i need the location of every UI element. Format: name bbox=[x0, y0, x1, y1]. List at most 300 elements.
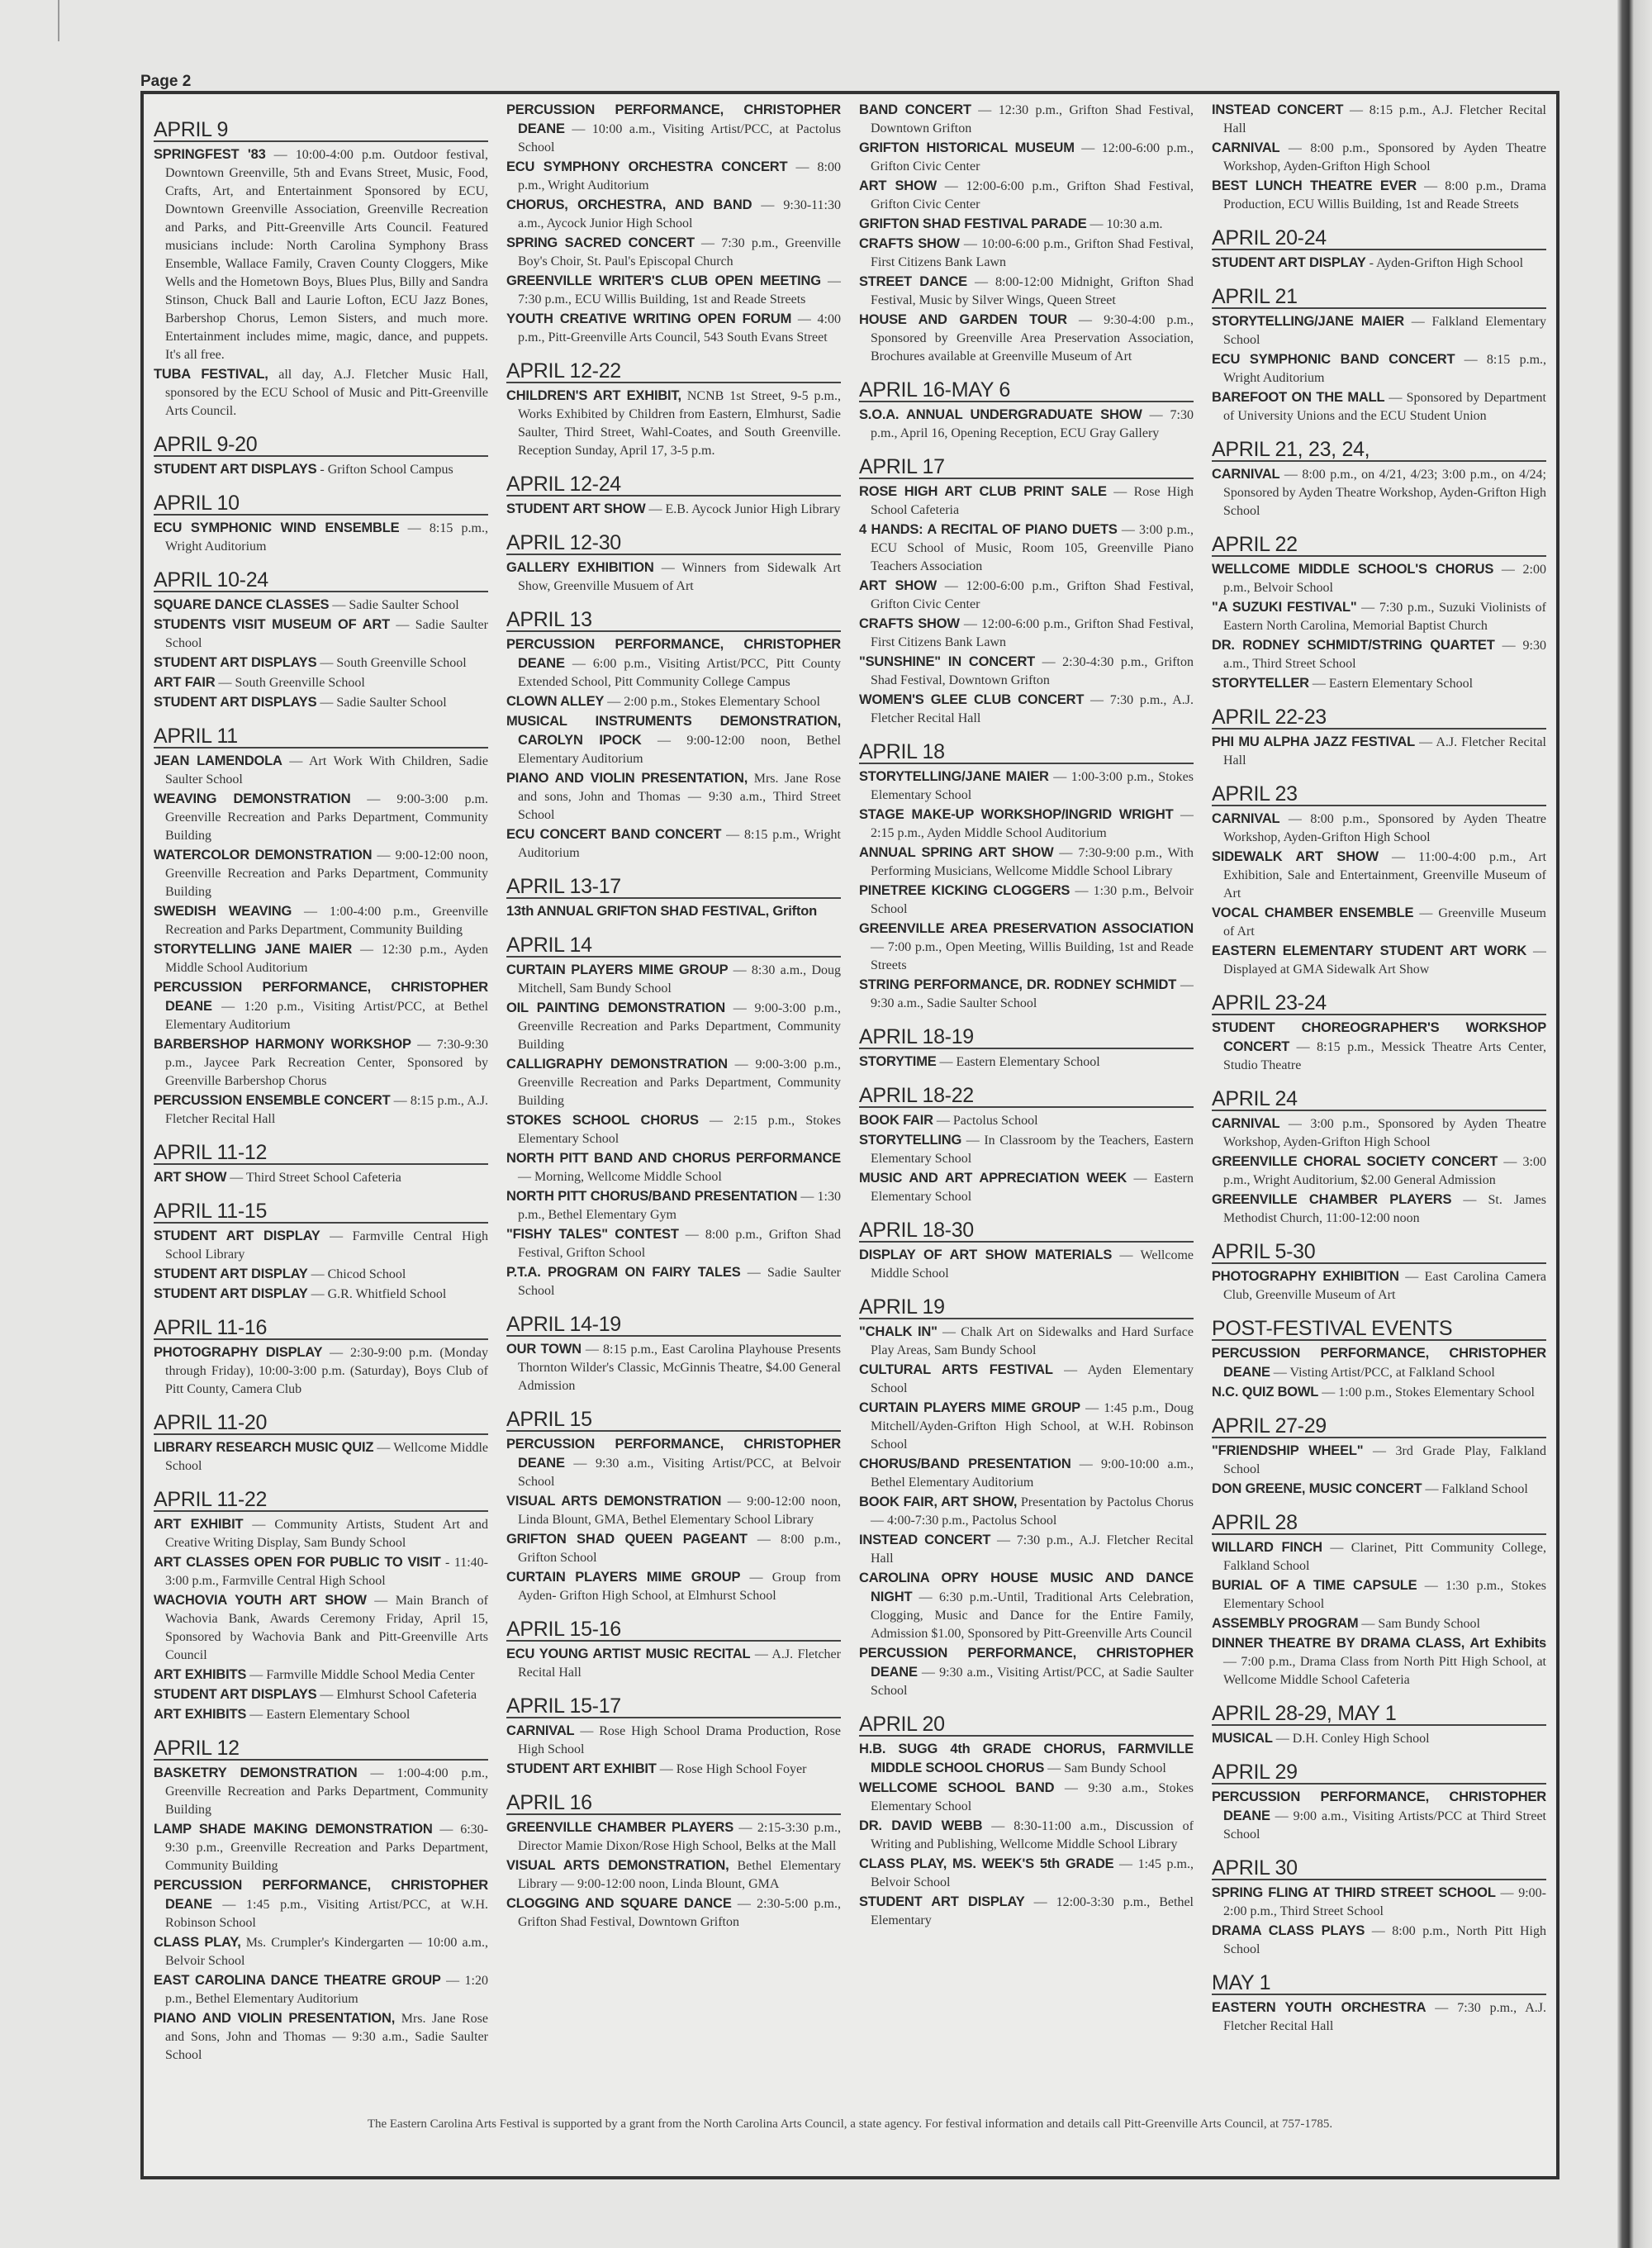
date-heading: APRIL 14-19 bbox=[506, 1314, 841, 1337]
event-entry bbox=[154, 1666, 488, 1685]
event-title: 4 HANDS: A RECITAL OF PIANO DUETS bbox=[859, 522, 1118, 537]
event-title: PERCUSSION ENSEMBLE CONCERT bbox=[154, 1093, 391, 1108]
calendar-column-1 bbox=[154, 101, 488, 2108]
event-entry bbox=[154, 1285, 488, 1304]
event-title: CALLIGRAPHY DEMONSTRATION bbox=[506, 1057, 728, 1072]
event-detail: — 7:30 p.m., Greenville Boy's Choir, St. Paul's Episcopal Church bbox=[518, 236, 841, 269]
event-title: CHORUS/BAND PRESENTATION bbox=[859, 1457, 1071, 1471]
event-detail: — In Classroom by the Teachers, Eastern Elementary School bbox=[871, 1134, 1194, 1166]
event-detail: — G.R. Whitfield School bbox=[307, 1287, 447, 1301]
event-entry bbox=[506, 1894, 841, 1932]
event-detail: — 2:00 p.m., Stokes Elementary School bbox=[604, 695, 820, 709]
event-title: GREENVILLE CHAMBER PLAYERS bbox=[1212, 1192, 1452, 1207]
event-entry bbox=[1212, 388, 1546, 425]
event-title: STUDENT ART EXHIBIT bbox=[506, 1761, 657, 1776]
event-detail: — 8:00 p.m., Wright Auditorium bbox=[518, 160, 841, 192]
event-title: SPRINGFEST '83 bbox=[154, 147, 266, 162]
event-entry bbox=[1212, 101, 1546, 138]
event-entry bbox=[154, 693, 488, 712]
event-detail: — 7:30 p.m., A.J. Fletcher Recital Hall bbox=[871, 693, 1194, 725]
event-entry bbox=[859, 577, 1194, 614]
event-title: S.O.A. ANNUAL UNDERGRADUATE SHOW bbox=[859, 407, 1142, 422]
event-title: STUDENT CHOREOGRAPHER'S WORKSHOP CONCERT bbox=[1212, 1020, 1546, 1054]
event-entry bbox=[859, 1053, 1194, 1072]
event-detail: Bethel Elementary Library — 9:00-12:00 noon, Linda Blount, GMA bbox=[518, 1859, 841, 1891]
event-detail: — 7:30-9:00 p.m., With Performing Musicians, Wellcome Middle School Library bbox=[871, 846, 1194, 878]
date-heading: APRIL 22 bbox=[1212, 534, 1546, 557]
event-detail: — 12:00-3:30 p.m., Bethel Elementary bbox=[871, 1895, 1194, 1927]
event-detail: — 9:30-11:30 a.m., Aycock Junior High School bbox=[518, 198, 841, 231]
event-detail: — 6:00 p.m., Visiting Artist/PCC, Pitt County Extended School, Pitt Community College Campus bbox=[518, 657, 841, 689]
event-title: STAGE MAKE-UP WORKSHOP/INGRID WRIGHT bbox=[859, 807, 1174, 822]
event-detail: — Group from Ayden- Grifton High School, at Elmhurst School bbox=[518, 1571, 841, 1603]
event-detail: — 1:00 p.m., Stokes Elementary School bbox=[1318, 1385, 1535, 1400]
event-entry bbox=[1212, 598, 1546, 635]
event-detail: - Ayden-Grifton High School bbox=[1365, 256, 1524, 270]
event-title: STUDENT ART DISPLAYS bbox=[154, 695, 317, 710]
event-detail: — 9:00-3:00 p.m. Greenville Recreation and Parks Department, Community Building bbox=[165, 792, 488, 843]
event-title: PIANO AND VIOLIN PRESENTATION, bbox=[154, 2011, 396, 2026]
event-title: PERCUSSION PERFORMANCE, CHRISTOPHER DEANE bbox=[506, 102, 841, 136]
event-entry bbox=[154, 1035, 488, 1091]
event-title: STUDENT ART DISPLAYS bbox=[154, 1687, 317, 1702]
event-detail: — 8:15 p.m., East Carolina Playhouse Presents Thornton Wilder's Classic, McGinnis Theatre, $4.00 General Admission bbox=[518, 1343, 841, 1393]
event-detail: — 8:00 p.m., Drama Production, ECU Willis Building, 1st and Reade Streets bbox=[1223, 179, 1546, 211]
event-title: P.T.A. PROGRAM ON FAIRY TALES bbox=[506, 1265, 741, 1280]
event-title: STREET DANCE bbox=[859, 274, 967, 289]
event-detail: - Grifton School Campus bbox=[316, 463, 453, 477]
event-title: GRIFTON SHAD FESTIVAL PARADE bbox=[859, 216, 1087, 231]
footer-credit: The Eastern Carolina Arts Festival is supported by a grant from the North Carolina Arts Council, a state agency. For festival information and details call Pitt-Greenville Arts Council, at 757-1785. bbox=[367, 2117, 1333, 2131]
event-entry bbox=[859, 691, 1194, 728]
event-entry bbox=[154, 2009, 488, 2065]
event-entry bbox=[1212, 1788, 1546, 1844]
event-title: STUDENT ART SHOW bbox=[506, 501, 646, 516]
date-heading: APRIL 20-24 bbox=[1212, 227, 1546, 250]
event-title: STORYTIME bbox=[859, 1054, 937, 1069]
event-entry bbox=[859, 1455, 1194, 1492]
event-detail: — Greenville Museum of Art bbox=[1223, 906, 1546, 939]
event-detail: — 3:00 p.m., Wright Auditorium, $2.00 General Admission bbox=[1223, 1155, 1546, 1187]
event-detail: — Falkland School bbox=[1422, 1482, 1528, 1496]
event-title: CLOGGING AND SQUARE DANCE bbox=[506, 1896, 732, 1911]
date-heading: APRIL 23-24 bbox=[1212, 992, 1546, 1015]
calendar-column-4 bbox=[1212, 101, 1546, 2108]
date-heading: APRIL 18-19 bbox=[859, 1026, 1194, 1049]
event-detail: — Morning, Wellcome Middle School bbox=[518, 1170, 722, 1184]
event-entry bbox=[506, 234, 841, 271]
event-title: EASTERN YOUTH ORCHESTRA bbox=[1212, 2000, 1427, 2015]
event-detail: — 12:00-6:00 p.m., Grifton Shad Festival, Grifton Civic Center bbox=[871, 579, 1194, 611]
event-detail: — 7:30 p.m., A.J. Fletcher Recital Hall bbox=[871, 1533, 1194, 1566]
event-title: PHOTOGRAPHY EXHIBITION bbox=[1212, 1269, 1399, 1284]
event-title: SPRING FLING AT THIRD STREET SCHOOL bbox=[1212, 1885, 1496, 1900]
event-title: EAST CAROLINA DANCE THEATRE GROUP bbox=[154, 1973, 441, 1988]
date-heading: APRIL 14 bbox=[506, 934, 841, 958]
event-entry bbox=[154, 1971, 488, 2008]
event-title: CRAFTS SHOW bbox=[859, 236, 960, 251]
event-detail: — 1:20 p.m., Visiting Artist/PCC, at Bethel Elementary Auditorium bbox=[165, 1000, 488, 1032]
event-title: TUBA FESTIVAL, bbox=[154, 367, 268, 382]
event-detail: — 1:30 p.m., Belvoir School bbox=[871, 884, 1194, 916]
event-entry bbox=[859, 235, 1194, 272]
event-title: CRAFTS SHOW bbox=[859, 616, 960, 631]
event-title: ECU SYMPHONIC BAND CONCERT bbox=[1212, 352, 1455, 367]
event-entry bbox=[154, 1515, 488, 1552]
event-title: PHOTOGRAPHY DISPLAY bbox=[154, 1345, 323, 1360]
event-detail: — 1:30 p.m., Stokes Elementary School bbox=[1223, 1579, 1546, 1611]
event-detail: — 12:00-6:00 p.m., Grifton Shad Festival, Grifton Civic Center bbox=[871, 179, 1194, 211]
event-entry bbox=[506, 769, 841, 825]
date-heading: APRIL 10 bbox=[154, 492, 488, 516]
event-title: PERCUSSION PERFORMANCE, CHRISTOPHER DEANE bbox=[859, 1646, 1194, 1680]
event-title: NORTH PITT BAND AND CHORUS PERFORMANCE bbox=[506, 1151, 841, 1166]
event-title: BOOK FAIR bbox=[859, 1113, 933, 1128]
event-title: CULTURAL ARTS FESTIVAL bbox=[859, 1362, 1053, 1377]
event-detail: — 8:00-12:00 Midnight, Grifton Shad Festival, Music by Silver Wings, Queen Street bbox=[871, 275, 1194, 307]
event-detail: — 10:00-6:00 p.m., Grifton Shad Festival, First Citizens Bank Lawn bbox=[871, 237, 1194, 269]
event-detail: — Eastern Elementary School bbox=[246, 1708, 411, 1722]
event-entry bbox=[154, 615, 488, 653]
date-heading: MAY 1 bbox=[1212, 1972, 1546, 1995]
date-heading: APRIL 15-17 bbox=[506, 1695, 841, 1718]
event-entry bbox=[506, 1263, 841, 1300]
calendar-columns bbox=[154, 101, 1546, 2108]
event-detail: — 9:00-3:00 p.m., Greenville Recreation and Parks Department, Community Building bbox=[518, 1001, 841, 1052]
event-title: SWEDISH WEAVING bbox=[154, 904, 292, 919]
event-entry bbox=[859, 1779, 1194, 1816]
event-entry bbox=[154, 1553, 488, 1590]
event-title: ART EXHIBITS bbox=[154, 1667, 247, 1682]
event-entry bbox=[506, 196, 841, 233]
scan-mark bbox=[58, 0, 59, 41]
event-title: STORYTELLER bbox=[1212, 676, 1309, 691]
event-title: ART FAIR bbox=[154, 675, 216, 690]
event-title: BAREFOOT ON THE MALL bbox=[1212, 390, 1385, 405]
event-detail: — 7:00 p.m., Open Meeting, Willis Building, 1st and Reade Streets bbox=[871, 940, 1194, 972]
event-title: MUSICAL INSTRUMENTS DEMONSTRATION, CAROLYN IPOCK bbox=[506, 714, 841, 748]
event-detail: — 2:30-4:30 p.m., Grifton Shad Festival, Downtown Grifton bbox=[871, 655, 1194, 687]
event-detail: Ms. Crumpler's Kindergarten — 10:00 a.m., Belvoir School bbox=[165, 1936, 488, 1968]
event-entry bbox=[506, 902, 841, 921]
date-heading: APRIL 29 bbox=[1212, 1761, 1546, 1785]
event-entry bbox=[506, 1435, 841, 1491]
event-title: STRING PERFORMANCE, DR. RODNEY SCHMIDT bbox=[859, 977, 1177, 992]
event-title: EASTERN ELEMENTARY STUDENT ART WORK bbox=[1212, 943, 1527, 958]
event-detail: — Eastern Elementary School bbox=[936, 1055, 1100, 1069]
event-entry bbox=[1212, 1884, 1546, 1921]
event-title: ART CLASSES OPEN FOR PUBLIC TO VISIT bbox=[154, 1555, 441, 1570]
event-detail: — 7:30 p.m., April 16, Opening Reception, ECU Gray Gallery bbox=[871, 408, 1194, 440]
event-entry bbox=[859, 920, 1194, 975]
event-title: VOCAL CHAMBER ENSEMBLE bbox=[1212, 905, 1414, 920]
event-entry bbox=[859, 1246, 1194, 1283]
event-title: SIDEWALK ART SHOW bbox=[1212, 849, 1379, 864]
event-title: MUSIC AND ART APPRECIATION WEEK bbox=[859, 1171, 1127, 1186]
event-entry bbox=[859, 976, 1194, 1013]
date-heading: APRIL 30 bbox=[1212, 1857, 1546, 1880]
event-entry bbox=[506, 1722, 841, 1759]
date-heading: APRIL 21, 23, 24, bbox=[1212, 439, 1546, 462]
event-title: PERCUSSION PERFORMANCE, CHRISTOPHER DEANE bbox=[154, 1878, 488, 1912]
event-title: GREENVILLE AREA PRESERVATION ASSOCIATION bbox=[859, 921, 1194, 936]
event-entry bbox=[154, 978, 488, 1034]
event-detail: — 7:30-9:30 p.m., Jaycee Park Recreation Center, Sponsored by Greenville Barbershop Chorus bbox=[165, 1038, 488, 1088]
event-entry bbox=[506, 558, 841, 596]
event-title: STUDENT ART DISPLAY bbox=[154, 1267, 308, 1281]
event-entry bbox=[506, 1340, 841, 1395]
event-entry bbox=[1212, 1480, 1546, 1499]
date-heading: APRIL 17 bbox=[859, 456, 1194, 479]
event-detail: — 12:30 p.m., Ayden Middle School Auditorium bbox=[165, 943, 488, 975]
date-heading: APRIL 20 bbox=[859, 1713, 1194, 1737]
event-detail: — 2:30-9:00 p.m. (Monday through Friday), 10:00-3:00 p.m. (Saturday), Boys Club of Pitt County, Camera Club bbox=[165, 1346, 488, 1396]
event-title: N.C. QUIZ BOWL bbox=[1212, 1385, 1319, 1400]
event-detail: — Falkland Elementary School bbox=[1223, 315, 1546, 347]
event-title: STORYTELLING/JANE MAIER bbox=[1212, 314, 1405, 329]
date-heading: APRIL 9-20 bbox=[154, 434, 488, 457]
event-entry bbox=[1212, 1576, 1546, 1614]
event-title: ART SHOW bbox=[859, 178, 937, 193]
event-detail: — 2:00 p.m., Belvoir School bbox=[1223, 563, 1546, 595]
event-detail: — 1:30 p.m., Bethel Elementary Gym bbox=[518, 1190, 841, 1222]
calendar-column-3 bbox=[859, 101, 1194, 2108]
event-detail: — 7:30 p.m., Suzuki Violinists of Eastern North Carolina, Memorial Baptist Church bbox=[1223, 601, 1546, 633]
date-heading: APRIL 10-24 bbox=[154, 569, 488, 592]
calendar-frame bbox=[140, 91, 1559, 2179]
event-title: STUDENT ART DISPLAY bbox=[154, 1229, 320, 1243]
event-entry bbox=[154, 145, 488, 364]
event-entry bbox=[1212, 1344, 1546, 1382]
event-detail: — Chicod School bbox=[307, 1267, 406, 1281]
event-title: INSTEAD CONCERT bbox=[859, 1533, 991, 1547]
event-detail: — E.B. Aycock Junior High Library bbox=[645, 502, 841, 516]
event-title: JEAN LAMENDOLA bbox=[154, 753, 282, 768]
event-detail: — 9:00-2:00 p.m., Third Street School bbox=[1223, 1886, 1546, 1918]
page-label: Page 2 bbox=[140, 73, 192, 90]
event-entry bbox=[859, 1323, 1194, 1360]
event-detail: — A.J. Fletcher Recital Hall bbox=[1223, 735, 1546, 768]
event-detail: — 9:00-12:00 noon, Bethel Elementary Auditorium bbox=[518, 734, 841, 766]
event-entry bbox=[859, 177, 1194, 214]
event-title: NORTH PITT CHORUS/BAND PRESENTATION bbox=[506, 1189, 798, 1204]
event-entry bbox=[506, 158, 841, 195]
event-detail: — Chalk Art on Sidewalks and Hard Surface Play Areas, Sam Bundy School bbox=[871, 1325, 1194, 1357]
event-detail: — 10:30 a.m. bbox=[1086, 217, 1163, 231]
event-entry bbox=[154, 790, 488, 845]
date-heading: APRIL 27-29 bbox=[1212, 1415, 1546, 1438]
event-entry bbox=[506, 310, 841, 347]
event-entry bbox=[506, 692, 841, 711]
event-detail: — Farmville Central High School Library bbox=[165, 1229, 488, 1262]
event-title: CARNIVAL bbox=[1212, 811, 1280, 826]
event-detail: — 8:15 p.m., Wright Auditorium bbox=[1223, 353, 1546, 385]
event-detail: — 1:00-4:00 p.m., Greenville Recreation and Parks Department, Community Building bbox=[165, 905, 488, 937]
event-detail: — Sadie Saulter School bbox=[316, 696, 447, 710]
event-detail: — Wellcome Middle School bbox=[165, 1441, 488, 1473]
event-detail: — 8:00 p.m., North Pitt High School bbox=[1223, 1924, 1546, 1956]
event-detail: — 7:00 p.m., Drama Class from North Pitt High School, at Wellcome Middle School Cafeteria bbox=[1223, 1655, 1546, 1687]
event-title: CLASS PLAY, bbox=[154, 1935, 241, 1950]
event-entry bbox=[1212, 1019, 1546, 1075]
date-heading: APRIL 24 bbox=[1212, 1088, 1546, 1111]
event-detail: — Sam Bundy School bbox=[1044, 1761, 1166, 1775]
event-title: WACHOVIA YOUTH ART SHOW bbox=[154, 1593, 367, 1608]
event-detail: — Eastern Elementary School bbox=[871, 1172, 1194, 1204]
event-detail: — 7:30 p.m., ECU Willis Building, 1st and Reade Streets bbox=[518, 274, 841, 307]
event-detail: — 6:30-9:30 p.m., Greenville Recreation and Parks Department, Community Building bbox=[165, 1823, 488, 1873]
event-entry bbox=[859, 1399, 1194, 1454]
event-entry bbox=[859, 1893, 1194, 1930]
event-detail: NCNB 1st Street, 9-5 p.m., Works Exhibited by Children from Eastern, Elmhurst, Sadie Saulter, Third Street, Wahl-Coates, and South Greenville. Reception Sunday, April 17, 3-5 p.m. bbox=[518, 389, 841, 458]
event-title: CAROLINA OPRY HOUSE MUSIC AND DANCE NIGHT bbox=[859, 1571, 1194, 1604]
event-title: PERCUSSION PERFORMANCE, CHRISTOPHER DEANE bbox=[506, 1437, 841, 1471]
date-heading: APRIL 16 bbox=[506, 1792, 841, 1815]
date-heading: APRIL 11 bbox=[154, 725, 488, 749]
event-detail: Presentation by Pactolus Chorus — 4:00-7:30 p.m., Pactolus School bbox=[871, 1495, 1194, 1528]
event-entry bbox=[154, 1685, 488, 1704]
event-detail: — 9:00-12:00 noon, Greenville Recreation and Parks Department, Community Building bbox=[165, 848, 488, 899]
event-entry bbox=[506, 1760, 841, 1779]
event-title: DRAMA CLASS PLAYS bbox=[1212, 1923, 1365, 1938]
event-entry bbox=[859, 139, 1194, 176]
date-heading: APRIL 13 bbox=[506, 609, 841, 632]
event-entry bbox=[1212, 636, 1546, 673]
event-title: GRIFTON SHAD QUEEN PAGEANT bbox=[506, 1532, 748, 1547]
event-entry bbox=[1212, 350, 1546, 387]
date-heading: APRIL 11-16 bbox=[154, 1317, 488, 1340]
event-detail: — 8:15 p.m., Messick Theatre Arts Center, Studio Theatre bbox=[1223, 1040, 1546, 1072]
event-title: CARNIVAL bbox=[1212, 1116, 1280, 1131]
event-title: ECU YOUNG ARTIST MUSIC RECITAL bbox=[506, 1647, 751, 1661]
event-entry bbox=[1212, 1442, 1546, 1479]
event-detail: — 9:30 a.m., Sadie Saulter School bbox=[871, 978, 1194, 1010]
event-detail: — 11:00-4:00 p.m., Art Exhibition, Sale and Entertainment, Greenville Museum of Art bbox=[1223, 850, 1546, 901]
event-entry bbox=[506, 272, 841, 309]
event-title: SQUARE DANCE CLASSES bbox=[154, 597, 330, 612]
date-heading: APRIL 22-23 bbox=[1212, 706, 1546, 730]
event-detail: — 9:00-3:00 p.m., Greenville Recreation and Parks Department, Community Building bbox=[518, 1057, 841, 1108]
event-detail: — 12:00-6:00 p.m., Grifton Shad Festival, First Citizens Bank Lawn bbox=[871, 617, 1194, 649]
date-heading: APRIL 13-17 bbox=[506, 876, 841, 899]
date-heading: APRIL 18-22 bbox=[859, 1085, 1194, 1108]
event-detail: — Third Street School Cafeteria bbox=[226, 1171, 401, 1185]
event-detail: — 8:00 p.m., Sponsored by Ayden Theatre Workshop, Ayden-Grifton High School bbox=[1223, 141, 1546, 173]
event-entry bbox=[1212, 254, 1546, 273]
event-detail: — 12:00-6:00 p.m., Grifton Civic Center bbox=[871, 141, 1194, 173]
event-detail: — 10:00-4:00 p.m. Outdoor festival, Downtown Greenville, 5th and Evans Street, Music, Food, Crafts, Art, and Entertainment Sponsored by ECU, Downtown Greenville Association, Greenville Recreation and Parks, and Pitt-Greenville Arts Council. Featured musicians include: North Carolina Symphony Brass Ensemble, Wallace Family, Craven County Cloggers, Mike Wells and the Hometown Boys, Blues Plus, Billy and Sandra Stinson, Chuck Ball and Laurie Lofton, ECU Jazz Bones, Barbershop Chorus, Lemon Sisters, and much more. Entertainment includes mime, magic, dance, and puppets. It's all free. bbox=[165, 148, 488, 362]
event-entry bbox=[506, 1492, 841, 1529]
event-entry bbox=[506, 1149, 841, 1186]
event-entry bbox=[506, 635, 841, 692]
event-entry bbox=[506, 1645, 841, 1682]
event-detail: — 2:30-5:00 p.m., Grifton Shad Festival, Downtown Grifton bbox=[518, 1897, 841, 1929]
event-entry bbox=[506, 1187, 841, 1224]
event-title: PHI MU ALPHA JAZZ FESTIVAL bbox=[1212, 734, 1416, 749]
date-heading: APRIL 15-16 bbox=[506, 1618, 841, 1642]
event-title: PIANO AND VIOLIN PRESENTATION, bbox=[506, 771, 748, 786]
event-detail: Mrs. Jane Rose and sons, John and Thomas — 9:30 a.m., Third Street School bbox=[518, 772, 841, 822]
event-detail: — 1:00-3:00 p.m., Stokes Elementary School bbox=[871, 770, 1194, 802]
event-title: 13th ANNUAL GRIFTON SHAD FESTIVAL, Grifton bbox=[506, 904, 817, 919]
event-title: PERCUSSION PERFORMANCE, CHRISTOPHER DEANE bbox=[506, 637, 841, 671]
event-title: GREENVILLE WRITER'S CLUB OPEN MEETING bbox=[506, 273, 821, 288]
event-title: CHORUS, ORCHESTRA, AND BAND bbox=[506, 197, 752, 212]
event-title: ECU SYMPHONY ORCHESTRA CONCERT bbox=[506, 159, 788, 174]
event-detail: — 3:00 p.m., Sponsored by Ayden Theatre Workshop, Ayden-Grifton High School bbox=[1223, 1117, 1546, 1149]
event-detail: — 1:45 p.m., Belvoir School bbox=[871, 1857, 1194, 1889]
event-detail: — 9:30 a.m., Visiting Artist/PCC, at Belvoir School bbox=[518, 1457, 841, 1489]
event-title: PERCUSSION PERFORMANCE, CHRISTOPHER DEANE bbox=[1212, 1789, 1546, 1823]
event-entry bbox=[1212, 1614, 1546, 1633]
date-heading: APRIL 5-30 bbox=[1212, 1241, 1546, 1264]
event-entry bbox=[154, 1933, 488, 1970]
event-title: LIBRARY RESEARCH MUSIC QUIZ bbox=[154, 1440, 374, 1455]
event-title: CARNIVAL bbox=[1212, 140, 1280, 155]
event-detail: — 9:30-4:00 p.m., Sponsored by Greenville Area Preservation Association, Brochures available at Greenville Museum of Art bbox=[871, 313, 1194, 364]
event-entry bbox=[859, 1111, 1194, 1130]
event-entry bbox=[154, 1438, 488, 1476]
event-detail: — Art Work With Children, Sadie Saulter School bbox=[165, 754, 488, 787]
event-detail: — 2:15-3:30 p.m., Director Mamie Dixon/Rose High School, Belks at the Mall bbox=[518, 1821, 841, 1853]
event-detail: — 8:15 p.m., A.J. Fletcher Recital Hall bbox=[165, 1094, 488, 1126]
event-entry bbox=[1212, 1922, 1546, 1959]
event-detail: — 1:45 p.m., Visiting Artist/PCC, at W.H. Robinson School bbox=[165, 1898, 488, 1930]
date-heading: APRIL 16-MAY 6 bbox=[859, 379, 1194, 402]
event-entry bbox=[1212, 139, 1546, 176]
event-entry bbox=[859, 1169, 1194, 1206]
event-detail: — Pactolus School bbox=[933, 1114, 1038, 1128]
event-title: ECU SYMPHONIC WIND ENSEMBLE bbox=[154, 520, 400, 535]
event-title: OUR TOWN bbox=[506, 1342, 582, 1357]
event-title: STUDENT ART DISPLAYS bbox=[154, 655, 317, 670]
event-detail: — Sam Bundy School bbox=[1358, 1617, 1480, 1631]
event-detail: — 6:30 p.m.-Until, Traditional Arts Celebration, Clogging, Music and Dance for the Entire Family, Admission $1.00, Sponsored by Pitt-Greenville Arts Council bbox=[871, 1590, 1194, 1641]
event-detail: — 8:30 a.m., Doug Mitchell, Sam Bundy School bbox=[518, 963, 841, 996]
event-entry bbox=[506, 712, 841, 768]
event-detail: — Farmville Middle School Media Center bbox=[246, 1668, 475, 1682]
event-title: ROSE HIGH ART CLUB PRINT SALE bbox=[859, 484, 1107, 499]
event-entry bbox=[859, 806, 1194, 843]
event-detail: — 1:45 p.m., Doug Mitchell/Ayden-Grifton High School, at W.H. Robinson School bbox=[871, 1401, 1194, 1452]
event-title: STUDENT ART DISPLAY bbox=[154, 1286, 308, 1301]
event-entry bbox=[506, 1530, 841, 1567]
event-entry bbox=[154, 653, 488, 672]
event-detail: — 8:15 p.m., Wright Auditorium bbox=[165, 521, 488, 554]
event-title: CURTAIN PLAYERS MIME GROUP bbox=[506, 1570, 741, 1585]
event-detail: — 3:00 p.m., ECU School of Music, Room 105, Greenville Piano Teachers Association bbox=[871, 523, 1194, 573]
event-title: OIL PAINTING DEMONSTRATION bbox=[506, 1000, 725, 1015]
event-entry bbox=[154, 1343, 488, 1399]
event-entry bbox=[1212, 1114, 1546, 1152]
event-entry bbox=[506, 1055, 841, 1110]
event-entry bbox=[859, 101, 1194, 138]
event-title: CURTAIN PLAYERS MIME GROUP bbox=[859, 1400, 1080, 1415]
event-entry bbox=[859, 615, 1194, 652]
event-title: YOUTH CREATIVE WRITING OPEN FORUM bbox=[506, 311, 792, 326]
event-title: PINETREE KICKING CLOGGERS bbox=[859, 883, 1070, 898]
date-heading: APRIL 11-22 bbox=[154, 1489, 488, 1512]
event-entry bbox=[859, 482, 1194, 520]
event-detail: — Visting Artist/PCC, at Falkland School bbox=[1270, 1366, 1495, 1380]
event-detail: — 3rd Grade Play, Falkland School bbox=[1223, 1444, 1546, 1476]
event-detail: — Sadie Saulter School bbox=[329, 598, 459, 612]
event-title: BOOK FAIR, ART SHOW, bbox=[859, 1495, 1018, 1509]
event-detail: — 8:15 p.m., Wright Auditorium bbox=[518, 828, 841, 860]
event-title: GALLERY EXHIBITION bbox=[506, 560, 654, 575]
event-entry bbox=[859, 406, 1194, 443]
event-title: STORYTELLING bbox=[859, 1133, 962, 1148]
